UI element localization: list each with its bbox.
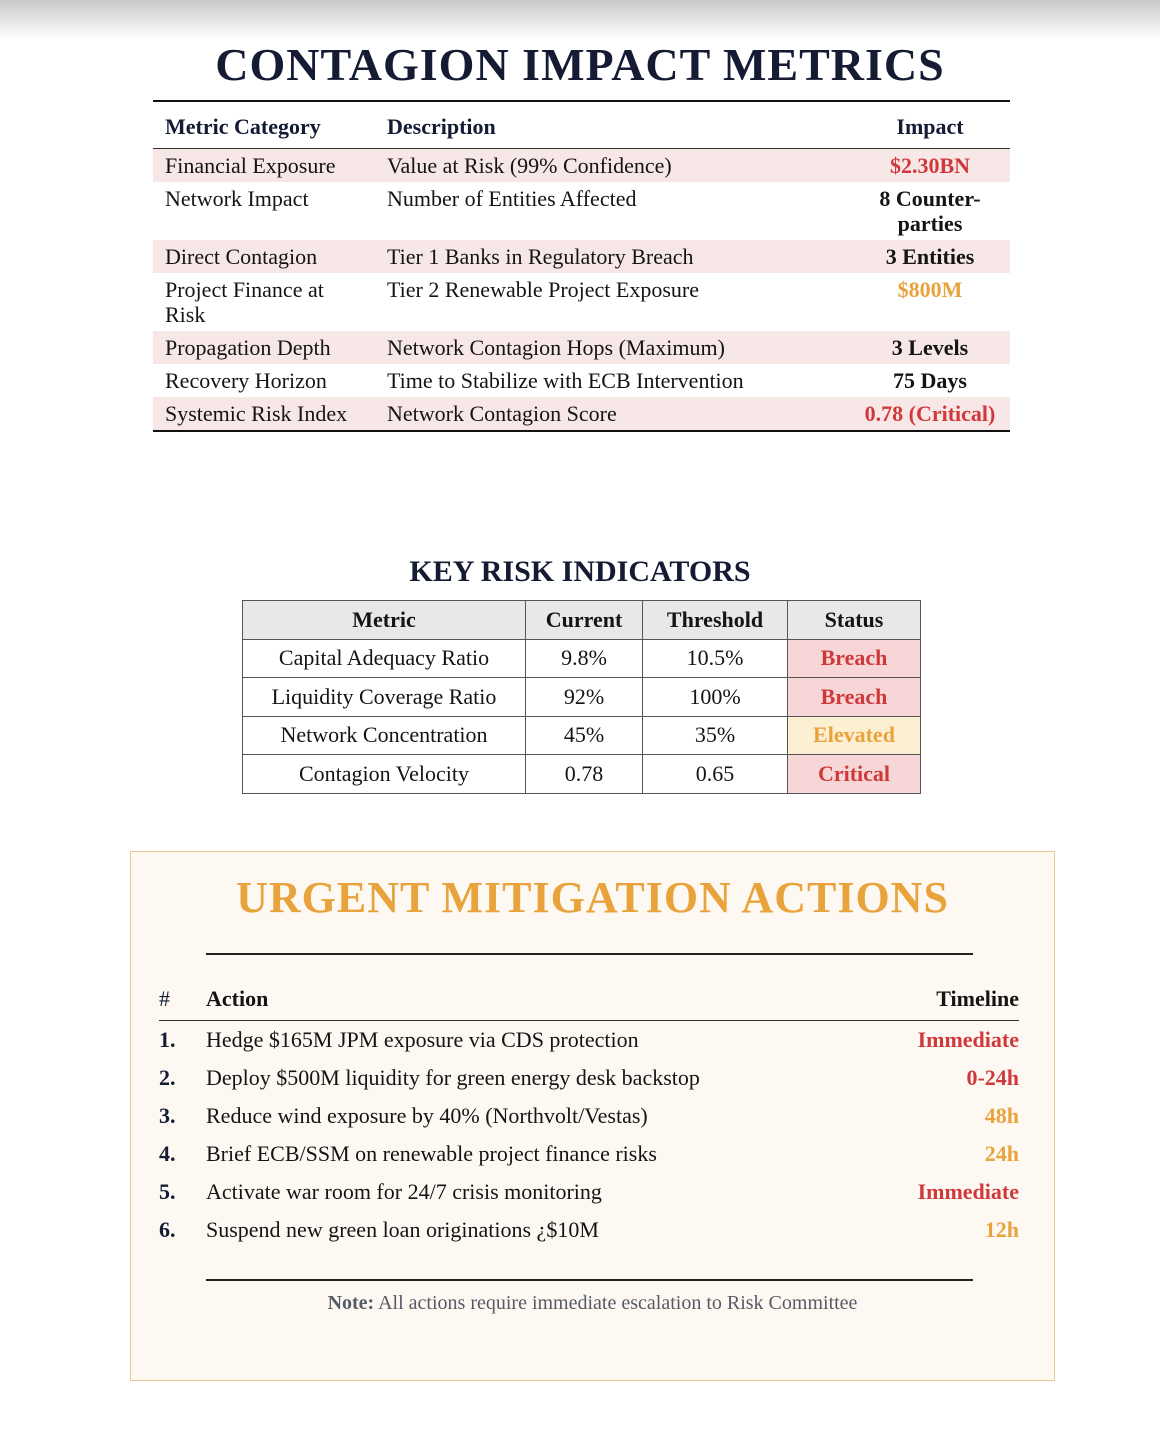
- note-label: Note:: [327, 1292, 375, 1314]
- divider: [206, 1279, 973, 1281]
- action-text: Deploy $500M liquidity for green energy desk backstop: [206, 1064, 700, 1090]
- metric-description: Tier 2 Renewable Project Exposure: [387, 277, 700, 302]
- mitigation-actions-panel: [130, 851, 1055, 1381]
- list-item: [159, 1135, 1019, 1173]
- col-header: Metric: [243, 601, 526, 640]
- metric-impact: 3 Levels: [850, 331, 1010, 364]
- action-number: 1.: [159, 1026, 176, 1052]
- metric-category: Network Impact: [165, 186, 309, 211]
- kri-metric: Liquidity Coverage Ratio: [243, 678, 526, 717]
- kri-threshold: 10.5%: [643, 639, 788, 678]
- kri-metric: Contagion Velocity: [243, 755, 526, 794]
- metric-category: Financial Exposure: [153, 149, 375, 183]
- contagion-metrics-table: [153, 100, 1010, 432]
- col-header: Status: [788, 601, 921, 640]
- action-number: 3.: [159, 1102, 176, 1128]
- action-number: 5.: [159, 1178, 176, 1204]
- kri-threshold: 35%: [643, 716, 788, 755]
- col-header: Threshold: [643, 601, 788, 640]
- kri-metric: Capital Adequacy Ratio: [243, 639, 526, 678]
- action-timeline: 24h: [984, 1140, 1019, 1166]
- metric-impact: 8 Counter-parties: [879, 186, 981, 236]
- table-row: [243, 639, 921, 678]
- action-text: Suspend new green loan originations ¿$10M: [206, 1216, 599, 1242]
- metric-category: Recovery Horizon: [165, 368, 327, 393]
- status-badge: Critical: [788, 755, 921, 794]
- list-item: [159, 1097, 1019, 1135]
- table-row: [243, 755, 921, 794]
- status-badge: Elevated: [788, 716, 921, 755]
- col-header: Current: [526, 601, 643, 640]
- status-badge: Breach: [788, 678, 921, 717]
- kri-title: KEY RISK INDICATORS: [409, 555, 751, 588]
- metric-description: Number of Entities Affected: [387, 186, 637, 211]
- action-text: Brief ECB/SSM on renewable project finance risks: [206, 1140, 657, 1166]
- key-risk-indicators-table: [242, 600, 921, 794]
- kri-threshold: 0.65: [643, 755, 788, 794]
- action-text: Reduce wind exposure by 40% (Northvolt/Vestas): [206, 1102, 648, 1128]
- col-header: Description: [375, 101, 850, 149]
- action-text: Hedge $165M JPM exposure via CDS protection: [206, 1026, 639, 1052]
- page-title: CONTAGION IMPACT METRICS: [215, 39, 945, 90]
- metric-impact: $800M: [897, 277, 963, 302]
- kri-current: 92%: [526, 678, 643, 717]
- col-header: Impact: [850, 101, 1010, 149]
- list-item: [159, 1059, 1019, 1097]
- col-header: #: [159, 982, 206, 1021]
- action-timeline: Immediate: [917, 1026, 1019, 1052]
- kri-metric: Network Concentration: [243, 716, 526, 755]
- status-badge: Breach: [788, 639, 921, 678]
- table-row: [153, 149, 1010, 183]
- list-item: [159, 1173, 1019, 1211]
- table-row: [153, 273, 1010, 331]
- metric-impact: 3 Entities: [850, 240, 1010, 273]
- metric-category: Systemic Risk Index: [153, 397, 375, 431]
- top-shadow: [0, 0, 1160, 40]
- divider: [206, 953, 973, 955]
- table-row: [243, 678, 921, 717]
- col-header: Timeline: [880, 982, 1019, 1021]
- metric-description: Network Contagion Score: [375, 397, 850, 431]
- metric-category: Propagation Depth: [153, 331, 375, 364]
- metric-category: Project Finance at Risk: [165, 277, 324, 327]
- list-item: [159, 1211, 1019, 1249]
- metric-description: Tier 1 Banks in Regulatory Breach: [375, 240, 850, 273]
- table-row: [153, 182, 1010, 240]
- table-row: [153, 240, 1010, 273]
- metric-impact: 75 Days: [893, 368, 967, 393]
- action-number: 2.: [159, 1064, 176, 1090]
- actions-table: [159, 982, 1019, 1249]
- kri-current: 0.78: [526, 755, 643, 794]
- metric-description: Time to Stabilize with ECB Intervention: [387, 368, 744, 393]
- table-row: [243, 716, 921, 755]
- table-row: [153, 331, 1010, 364]
- action-timeline: Immediate: [917, 1178, 1019, 1204]
- metric-category: Direct Contagion: [153, 240, 375, 273]
- metric-description: Network Contagion Hops (Maximum): [375, 331, 850, 364]
- metric-description: Value at Risk (99% Confidence): [375, 149, 850, 183]
- table-row: [153, 364, 1010, 397]
- kri-current: 9.8%: [526, 639, 643, 678]
- col-header: Action: [206, 982, 880, 1021]
- note: [131, 1292, 1054, 1315]
- kri-threshold: 100%: [643, 678, 788, 717]
- action-text: Activate war room for 24/7 crisis monitoring: [206, 1178, 602, 1204]
- metric-impact: 0.78 (Critical): [850, 397, 1010, 431]
- list-item: [159, 1021, 1019, 1059]
- note-text: All actions require immediate escalation to Risk Committee: [378, 1292, 858, 1314]
- col-header: Metric Category: [153, 101, 375, 149]
- action-timeline: 48h: [984, 1102, 1019, 1128]
- action-number: 6.: [159, 1216, 176, 1242]
- kri-current: 45%: [526, 716, 643, 755]
- metric-impact: $2.30BN: [850, 149, 1010, 183]
- action-timeline: 0-24h: [966, 1064, 1019, 1090]
- mitigation-title: URGENT MITIGATION ACTIONS: [236, 873, 949, 922]
- action-timeline: 12h: [984, 1216, 1019, 1242]
- action-number: 4.: [159, 1140, 176, 1166]
- table-row: [153, 397, 1010, 431]
